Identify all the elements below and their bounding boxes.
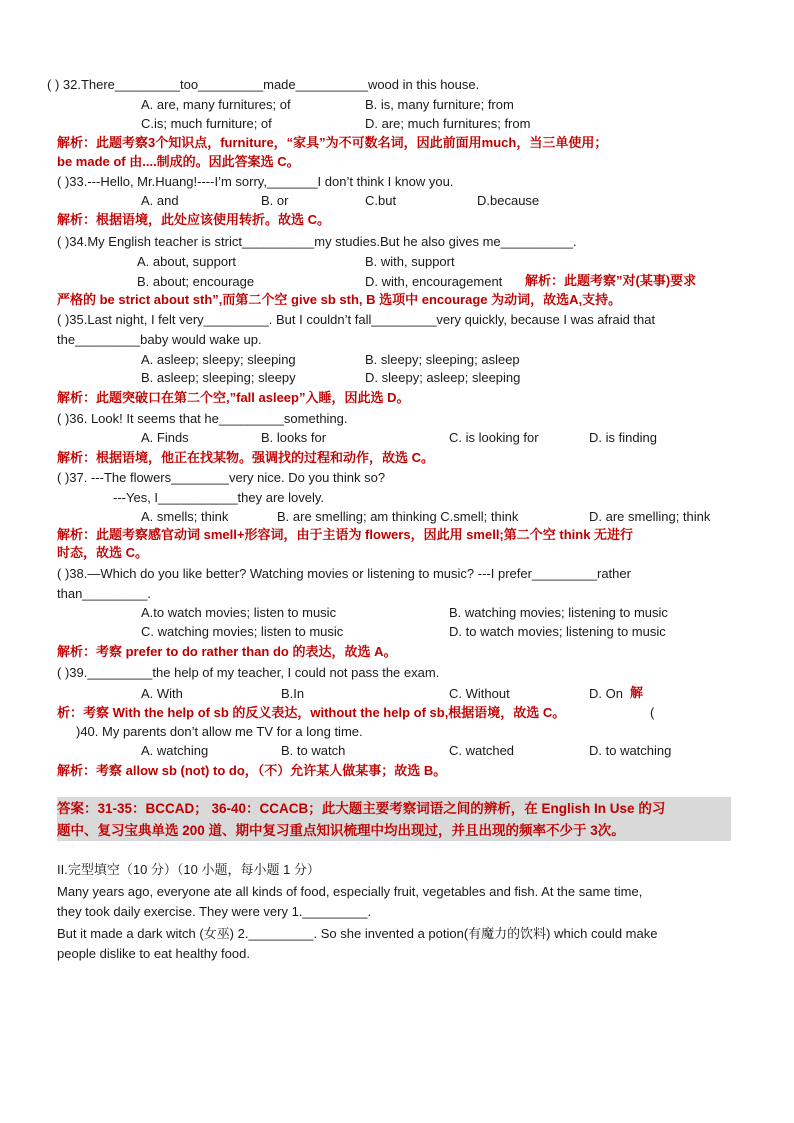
q37-analysis-line2: 时态，故选 C。 bbox=[57, 545, 149, 560]
q40-option-d: D. to watching bbox=[589, 743, 672, 758]
q36-option-a: A. Finds bbox=[141, 430, 189, 445]
q35-stem: ( )35.Last night, I felt very_________. But I couldn’t fall_________very quickly, because I was afraid that bbox=[57, 312, 656, 327]
q33-option-a: A. and bbox=[141, 193, 179, 208]
answer-summary-line2: 题中、复习宝典单选 200 道、期中复习重点知识梳理中均出现过，并且出现的频率不少于 3次。 bbox=[57, 823, 625, 838]
q32-option-c: C.is; much furniture; of bbox=[141, 116, 272, 131]
q39-stem: ( )39._________the help of my teacher, I could not pass the exam. bbox=[57, 665, 440, 680]
q39-option-a: A. With bbox=[141, 686, 183, 701]
passage-line3: But it made a dark witch (女巫) 2._________. So she invented a potion(有魔力的饮料) which could make bbox=[57, 926, 658, 941]
q40-stem: )40. My parents don’t allow me TV for a long time. bbox=[76, 724, 363, 739]
q39-option-b: B.In bbox=[281, 686, 305, 701]
q34-option-a: A. about, support bbox=[137, 254, 237, 269]
q35-option-d: D. sleepy; asleep; sleeping bbox=[365, 370, 521, 385]
q37-stem-line2: ---Yes, I___________they are lovely. bbox=[113, 490, 325, 505]
q36-option-b: B. looks for bbox=[261, 430, 327, 445]
q32-option-b: B. is, many furniture; from bbox=[365, 97, 514, 112]
q38-option-a: A.to watch movies; listen to music bbox=[141, 605, 337, 620]
q33-option-b: B. or bbox=[261, 193, 289, 208]
q33-option-d: D.because bbox=[477, 193, 540, 208]
q40-analysis: 解析：考察 allow sb (not) to do，（不）允许某人做某事；故选 B。 bbox=[57, 763, 447, 778]
passage-line4: people dislike to eat healthy food. bbox=[57, 946, 250, 961]
q34-option-c: B. about; encourage bbox=[137, 274, 255, 289]
q32-analysis-line2: be made of 由....制成的。因此答案选 C。 bbox=[57, 154, 300, 169]
q40-option-a: A. watching bbox=[141, 743, 209, 758]
q32-stem: ( ) 32.There_________too_________made__________wood in this house. bbox=[47, 77, 480, 92]
q39-option-c: C. Without bbox=[449, 686, 510, 701]
q38-option-d: D. to watch movies; listening to music bbox=[449, 624, 666, 639]
q40-option-b: B. to watch bbox=[281, 743, 346, 758]
q40-option-c: C. watched bbox=[449, 743, 515, 758]
q38-stem: ( )38.—Which do you like better? Watching movies or listening to music? ---I prefer_________rather bbox=[57, 566, 631, 581]
q34-option-b: B. with, support bbox=[365, 254, 455, 269]
q32-analysis-line1: 解析：此题考察3个知识点，furniture，“家具”为不可数名词，因此前面用much，当三单使用； bbox=[57, 135, 608, 150]
q37-option-b-c: B. are smelling; am thinking C.smell; think bbox=[277, 509, 519, 524]
q35-option-b: B. sleepy; sleeping; asleep bbox=[365, 352, 520, 367]
q36-stem: ( )36. Look! It seems that he_________something. bbox=[57, 411, 348, 426]
passage-line2: they took daily exercise. They were very 1._________. bbox=[57, 904, 372, 919]
q33-analysis: 解析：根据语境，此处应该使用转折。故选 C。 bbox=[57, 212, 331, 227]
q38-option-c: C. watching movies; listen to music bbox=[141, 624, 344, 639]
q33-option-c: C.but bbox=[365, 193, 397, 208]
passage-line1: Many years ago, everyone ate all kinds of food, especially fruit, vegetables and fish. At the same time, bbox=[57, 884, 643, 899]
q32-option-d: D. are; much furnitures; from bbox=[365, 116, 531, 131]
section-heading: II.完型填空（10 分）（10 小题，每小题 1 分） bbox=[57, 862, 320, 877]
q34-option-d: D. with, encouragement bbox=[365, 274, 503, 289]
q40-open-paren: ( bbox=[650, 705, 655, 720]
q37-stem: ( )37. ---The flowers________very nice. Do you think so? bbox=[57, 470, 386, 485]
q35-option-a: A. asleep; sleepy; sleeping bbox=[141, 352, 296, 367]
q32-option-a: A. are, many furnitures; of bbox=[141, 97, 291, 112]
q36-option-d: D. is finding bbox=[589, 430, 657, 445]
q34-analysis-line1: 解析：此题考察”对(某事)要求 bbox=[525, 273, 697, 288]
q39-analysis: 析：考察 With the help of sb 的反义表达，without the help of sb,根据语境，故选 C。 bbox=[57, 705, 566, 720]
answer-summary-line1: 答案：31-35：BCCAD； 36-40：CCACB；此大题主要考察词语之间的辨析，在 English In Use 的习 bbox=[57, 801, 666, 816]
q38-stem-line2: than_________. bbox=[57, 586, 151, 601]
q35-analysis: 解析：此题突破口在第二个空,”fall asleep”入睡，因此选 D。 bbox=[57, 390, 410, 405]
q33-stem: ( )33.---Hello, Mr.Huang!----I’m sorry,_______I don’t think I know you. bbox=[57, 174, 454, 189]
q34-stem: ( )34.My English teacher is strict__________my studies.But he also gives me__________. bbox=[57, 234, 577, 249]
q38-analysis: 解析：考察 prefer to do rather than do 的表达，故选 A。 bbox=[57, 644, 397, 659]
q34-analysis-line2: 严格的 be strict about sth”,而第二个空 give sb sth, B 选项中 encourage 为动词，故选A,支持。 bbox=[57, 292, 622, 307]
q36-option-c: C. is looking for bbox=[449, 430, 539, 445]
q39-option-d: D. On bbox=[589, 686, 623, 701]
q36-analysis: 解析：根据语境，他正在找某物。强调找的过程和动作，故选 C。 bbox=[57, 450, 435, 465]
q35-option-c: B. asleep; sleeping; sleepy bbox=[141, 370, 296, 385]
q35-stem-line2: the_________baby would wake up. bbox=[57, 332, 262, 347]
q37-option-d: D. are smelling; think bbox=[589, 509, 711, 524]
q37-option-a: A. smells; think bbox=[141, 509, 229, 524]
q37-analysis-line1: 解析：此题考察感官动词 smell+形容词，由于主语为 flowers，因此用 smell;第二个空 think 无进行 bbox=[57, 527, 634, 542]
q39-analysis-start: 解 bbox=[630, 685, 644, 700]
q38-option-b: B. watching movies; listening to music bbox=[449, 605, 668, 620]
